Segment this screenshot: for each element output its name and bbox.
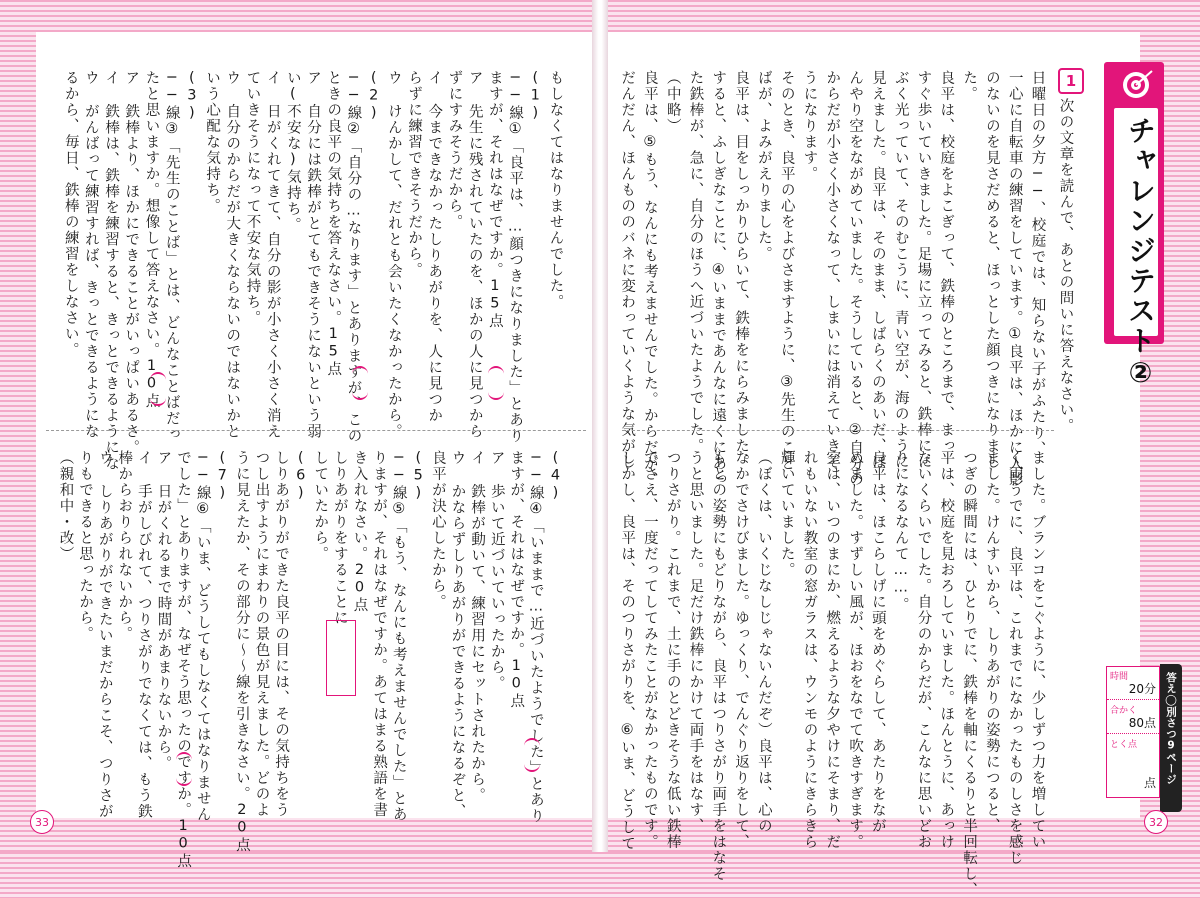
question-lower-line: (4): [547, 450, 564, 503]
question-upper-line: ──線③「先生のことば」とは、どんなことばだっ: [163, 70, 180, 443]
question-lower-line: き入れなさい。20点: [351, 450, 368, 613]
story-upper-line: 良平は、⑤もう、なんにも考えませんでした。からだが、: [641, 70, 658, 488]
question-lower-line: ──線④「いままで…近づいたようでした」とあり: [527, 450, 544, 824]
question-lower-line: でした」とありますが、なぜそう思ったのですか。10点: [175, 450, 192, 869]
question-upper-line: い(不安な)気持ち。: [284, 70, 301, 233]
question-upper-line: (2): [365, 70, 382, 123]
story-lower-line: でさえ、一度だってしてみたことがなかったものです。: [641, 450, 658, 850]
story-upper-line: からだが小さく小さくなって、しまいには消えていきそ: [824, 70, 841, 470]
story-lower-line: ないくらいでした。自分のからだが、こんなに思いどお: [915, 450, 932, 850]
earned-value: 点: [1143, 776, 1156, 790]
story-lower-line: なかでさけびました。ゆっくり、でんぐり返りをして、: [733, 450, 750, 850]
time-value: 20分: [1128, 682, 1156, 696]
story-upper-line: ばが、よみがえりました。: [755, 70, 772, 262]
page-number-left: 33: [30, 810, 54, 834]
earned-row: [1107, 735, 1159, 793]
story-lower-line: ました。けんすいから、しりあがりの姿勢につると、: [983, 450, 1000, 834]
question-lower-line: つし出すようにまわりの景色が見えました。どのよ: [253, 450, 270, 818]
story-upper-line: すぐ歩いていきました。足場に立ってみると、鉄棒にに: [915, 70, 932, 470]
question-upper-line: たと思いますか。想像して答えなさい。10点: [143, 70, 160, 409]
story-lower-line: めました。すずしい風が、ほおをなでて吹きすぎます。: [847, 450, 864, 850]
story-lower-line: く両うでに、良平は、これまでになかったものしさを感じ: [1006, 450, 1023, 866]
story-lower-line: 良平は、ほこらしげに頭をめぐらして、あたりをなが: [869, 450, 886, 834]
question-upper-line: ウ 自分のからだが大きくならないのではないかと: [224, 70, 241, 440]
story-lower-line: しかし、良平は、そのつりさがりを、⑥いま、どうして: [619, 450, 636, 852]
question-upper-line: ていきそうになって不安な気持ち。: [244, 70, 261, 326]
question-lower-line: りますが、それはなぜですか。あてはまる熟語を書: [371, 450, 388, 818]
target-icon: [1116, 68, 1156, 102]
question-upper-line: ア 鉄棒より、ほかにできることがいっぱいあるさ。: [123, 70, 140, 456]
story-upper-line: そのとき、良平の心をよびさますように、③先生のこと: [778, 70, 795, 472]
question-lower-line: ウ しりあがりができたいまだからこそ、つりさが: [96, 450, 113, 820]
book-gutter: [592, 0, 608, 852]
question-upper-line: いう心配な気持ち。: [204, 70, 221, 214]
story-lower-line: つりさがり。これまで、土に手のとどきそうな低い鉄棒: [664, 450, 681, 850]
story-upper-line: た。: [961, 70, 978, 102]
question-upper-line: ウ けんかして、だれとも会いたくなかったから。: [385, 70, 402, 440]
question-upper-line: ますが、それはなぜですか。15点: [486, 70, 503, 329]
story-lower-line: れもいない教室の窓ガラスは、ウンモのようにきらきら: [801, 450, 818, 850]
question-upper-line: (1): [527, 70, 544, 123]
section-divider-left: [46, 430, 586, 431]
question-upper-line: ──線①「良平は、…顔つきになりました」とあり: [507, 70, 524, 444]
question-lower-line: (7): [214, 450, 231, 503]
question-lower-line: うに見えたか、その部分に〜〜線を引きなさい。20点: [233, 450, 250, 853]
story-upper-line: 見えました。良平は、そのまま、しばらくのあいだ、ぼ: [869, 70, 886, 470]
pass-value: 80点: [1128, 716, 1156, 730]
story-lower-line: もとの姿勢にもどりながら、良平はつりさがり両手をはなそ: [710, 450, 727, 882]
question-number-badge: 1: [1058, 68, 1084, 94]
question-lower-line: りもできると思ったから。: [77, 450, 94, 642]
answer-reference-label: 答え◯別さつ9ページ: [1165, 672, 1177, 785]
story-upper-line: うになります。: [801, 70, 818, 182]
question-upper-line: ──線②「自分の…なります」とありますが、この: [345, 70, 362, 444]
story-lower-line: つぎの瞬間には、ひとりでに、鉄棒を軸にくるりと半回転し、: [961, 450, 978, 898]
question-lower-line: しりあがりをすることに: [331, 450, 348, 626]
section-title: チャレンジテスト②: [1124, 116, 1157, 391]
section-divider-right: [622, 430, 1054, 431]
story-lower-line: 輝いていました。: [778, 450, 795, 578]
story-upper-line: 日曜日の夕方──、校庭では、知らない子がふたり、: [1029, 70, 1046, 457]
question-lower-line: しりあがりができた良平の目には、その気持ちをう: [273, 450, 290, 818]
time-row: [1107, 667, 1159, 700]
question-lower-line: 良平が決心したから。: [429, 450, 446, 610]
question-lower-line: ウ かならずしりあがりができるようになるぞと、: [449, 450, 466, 820]
story-lower-line: （ぼくは、いくじなしじゃないんだぞ）良平は、心の: [755, 450, 772, 834]
score-panel: [1106, 666, 1160, 798]
question-upper-line: ときの良平の気持ちを答えなさい。15点: [325, 70, 342, 377]
story-upper-line: た鉄棒が、急に、自分のほうへ近づいたようでした。: [687, 70, 704, 454]
story-upper-line: 一心に自転車の練習をしています。①良平は、ほかに人影: [1006, 70, 1023, 488]
question-lower-line: （親和中・改）: [57, 450, 74, 562]
story-lower-line: ました。ブランコをこぐように、少しずつ力を増してい: [1029, 450, 1046, 850]
page-number-right: 32: [1144, 810, 1168, 834]
story-upper-line: 良平は、校庭をよこぎって、鉄棒のところまで、まっ: [938, 70, 955, 454]
pass-label: 合かく: [1110, 706, 1138, 716]
question-upper-line: ずにすみそうだから。: [446, 70, 463, 230]
story-upper-line: 良平は、目をしっかりひらいて、鉄棒をにらみました。: [733, 70, 750, 470]
question-upper-line: るから、毎日、鉄棒の練習をしなさい。: [62, 70, 79, 358]
answer-reference-tab: [1160, 664, 1182, 812]
answer-box-4[interactable]: [524, 738, 540, 772]
story-upper-line: （中略）: [664, 70, 681, 134]
question-lower-line: 棒からおりられないから。: [116, 450, 133, 642]
question-upper-line: ア 自分には鉄棒がとてもできそうにないという弱: [305, 70, 322, 440]
answer-box-2[interactable]: [352, 366, 368, 400]
question-upper-line: もしなくてはなりませんでした。: [547, 70, 564, 310]
answer-box-5[interactable]: [326, 620, 356, 696]
instruction-text: 次の文章を読んで、あとの問いに答えなさい。: [1057, 98, 1074, 434]
question-upper-line: イ 日がくれてきて、自分の影が小さく小さく消え: [264, 70, 281, 440]
question-lower-line: ますが、それはなぜですか。10点: [508, 450, 525, 709]
story-upper-line: んやり空をながめていました。そうしていると、②自分の: [847, 70, 864, 488]
question-upper-line: ウ がんばって練習すれば、きっとできるようにな: [82, 70, 99, 440]
question-lower-line: ア 歩いて近づいていったから。: [488, 450, 505, 692]
question-lower-line: ア 日がくれるまで時間があまりないから。: [155, 450, 172, 772]
question-lower-line: ──線⑤「もう、なんにも考えませんでした」とあ: [390, 450, 407, 823]
story-upper-line: のないのを見さだめると、ほっとした顔つきになりまし: [983, 70, 1000, 470]
story-upper-line: すると、ふしぎなことに、④いままであんなに遠くにあっ: [710, 70, 727, 488]
question-upper-line: ア 先生に残されていたのを、ほかの人に見つから: [466, 70, 483, 440]
question-lower-line: していたから。: [312, 450, 329, 562]
time-label: 時間: [1110, 672, 1129, 682]
question-lower-line: ──線⑥「いま、どうしてもしなくてはなりません: [194, 450, 211, 823]
question-upper-line: イ 今まできなかったしりあがりを、人に見つか: [426, 70, 443, 424]
answer-box-7[interactable]: [176, 752, 192, 786]
question-upper-line: (3): [183, 70, 200, 123]
story-lower-line: 空は、いつのまにか、燃えるような夕やけにそまり、だ: [824, 450, 841, 850]
question-upper-line: イ 鉄棒は、鉄棒を練習すると、きっとできるようにな: [103, 70, 120, 472]
story-lower-line: りになるなんて……。: [892, 450, 909, 613]
answer-box-3[interactable]: [150, 372, 166, 406]
question-lower-line: (6): [292, 450, 309, 503]
question-lower-line: イ 手がしびれて、つりさがりでなくては、もう鉄: [135, 450, 152, 820]
question-lower-line: イ 鉄棒が動いて、練習用にセットされたから。: [469, 450, 486, 804]
earned-label: とく点: [1110, 740, 1138, 750]
pass-row: [1107, 701, 1159, 734]
story-upper-line: ぶく光っていて、そのむこうに、青い空が、海のように: [892, 70, 909, 470]
answer-box-1[interactable]: [488, 366, 504, 400]
question-lower-line: (5): [410, 450, 427, 503]
story-lower-line: うと思いました。足だけ鉄棒にかけて両手をはなす、: [687, 450, 704, 834]
story-lower-line: 平は、校庭を見おろしていました。ほんとうに、あっけ: [938, 450, 955, 850]
question-upper-line: らずに練習できそうだから。: [406, 70, 423, 278]
story-upper-line: だんだん、ほんもののバネに変わっていくような気がし: [619, 70, 636, 470]
